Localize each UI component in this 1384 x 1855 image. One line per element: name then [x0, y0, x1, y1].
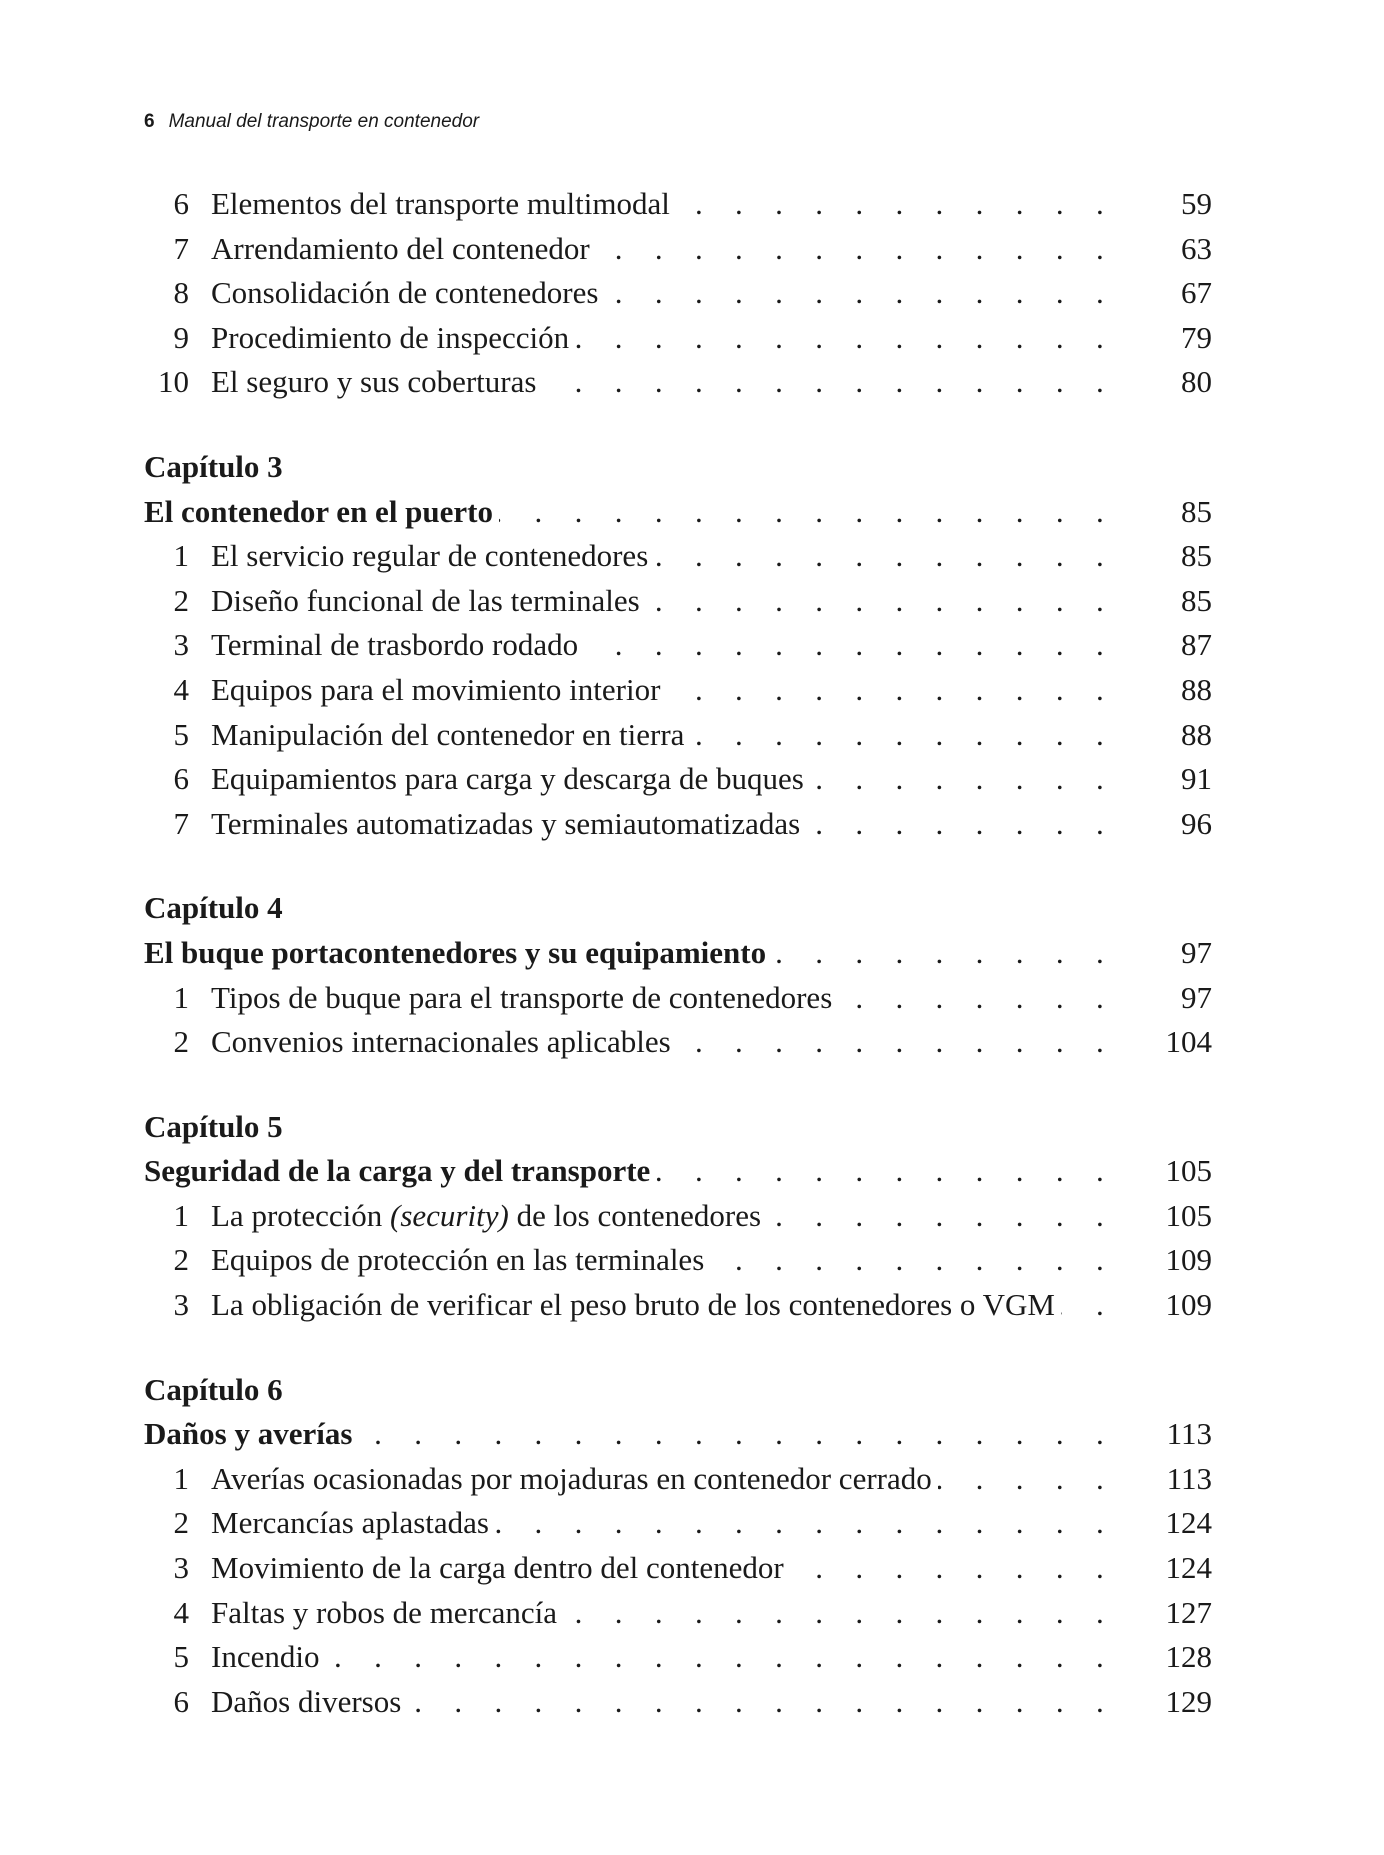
- entry-number: 5: [173, 1639, 189, 1675]
- entry-number: 4: [173, 1594, 189, 1630]
- italic-term: (security): [390, 1197, 509, 1233]
- toc-entry[interactable]: [144, 1238, 1212, 1283]
- entry-title: La protección (security) de los contenedores: [211, 1197, 762, 1233]
- toc-entry[interactable]: [144, 1283, 1212, 1328]
- toc-entry[interactable]: [144, 713, 1212, 758]
- running-head: [144, 108, 479, 136]
- entry-number: 2: [173, 1242, 189, 1278]
- entry-number: 10: [158, 364, 189, 400]
- toc-entry[interactable]: [144, 579, 1212, 624]
- entry-page: 129: [1165, 1683, 1212, 1719]
- dot-leader: [806, 802, 1116, 847]
- dot-leader: [710, 1238, 1116, 1283]
- dot-leader: [690, 713, 1116, 758]
- dot-leader: [542, 360, 1116, 405]
- entry-title: Mercancías aplastadas: [211, 1505, 490, 1541]
- dot-leader: [767, 1194, 1116, 1239]
- entry-page: 109: [1165, 1287, 1212, 1323]
- chapter-label: Capítulo 6: [144, 1371, 283, 1407]
- entry-number: 1: [173, 1460, 189, 1496]
- entry-number: 7: [173, 230, 189, 266]
- chapter-heading[interactable]: [144, 1412, 1212, 1457]
- toc-entry[interactable]: [144, 182, 1212, 227]
- chapter-block: [144, 886, 1212, 1064]
- entry-number: 2: [173, 1505, 189, 1541]
- entry-page: 113: [1166, 1416, 1212, 1452]
- chapter-label: Capítulo 5: [144, 1108, 283, 1144]
- entry-page: 105: [1165, 1153, 1212, 1189]
- entry-page: 85: [1181, 582, 1212, 618]
- entry-title: El servicio regular de contenedores: [211, 538, 649, 574]
- entry-title: Diseño funcional de las terminales: [211, 582, 640, 618]
- dot-leader: [407, 1680, 1116, 1725]
- chapter-title: El contenedor en el puerto: [144, 493, 494, 529]
- entry-page: 128: [1165, 1639, 1212, 1675]
- toc-entry[interactable]: [144, 1635, 1212, 1680]
- entry-number: 8: [173, 275, 189, 311]
- dot-leader: [810, 757, 1116, 802]
- entry-number: 4: [173, 671, 189, 707]
- chapter-heading[interactable]: [144, 1149, 1212, 1194]
- entry-page: 105: [1165, 1197, 1212, 1233]
- entry-page: 88: [1181, 671, 1212, 707]
- dot-leader: [772, 931, 1116, 976]
- entry-number: 1: [173, 979, 189, 1015]
- dot-leader: [584, 623, 1116, 668]
- toc-entry[interactable]: [144, 227, 1212, 272]
- toc-entry[interactable]: [144, 802, 1212, 847]
- chapter-heading[interactable]: [144, 490, 1212, 535]
- toc-entry[interactable]: [144, 757, 1212, 802]
- entry-title: Consolidación de contenedores: [211, 275, 599, 311]
- dot-leader: [563, 1591, 1116, 1636]
- toc-entry[interactable]: [144, 360, 1212, 405]
- chapter-block: [144, 1105, 1212, 1328]
- dot-leader: [677, 1020, 1116, 1065]
- dot-leader: [325, 1635, 1116, 1680]
- entry-title: Elementos del transporte multimodal: [211, 186, 670, 221]
- entry-title: Equipamientos para carga y descarga de buques: [211, 761, 804, 797]
- entry-number: 7: [173, 805, 189, 841]
- entry-page: 79: [1181, 319, 1212, 355]
- entry-page: 85: [1181, 493, 1212, 529]
- chapter-label: Capítulo 4: [144, 890, 283, 926]
- book-title: Manual del transporte en contenedor: [168, 111, 480, 132]
- entry-title: La obligación de verificar el peso bruto de los contenedores o VGM: [211, 1287, 1055, 1323]
- dot-leader: [596, 227, 1116, 272]
- chapter-heading[interactable]: [144, 931, 1212, 976]
- entry-title: Arrendamiento del contenedor: [211, 230, 590, 266]
- entry-number: 2: [173, 1024, 189, 1060]
- dot-leader: [1061, 1283, 1116, 1328]
- entry-number: 1: [173, 538, 189, 574]
- entry-page: 87: [1181, 627, 1212, 663]
- toc-entry[interactable]: [144, 1501, 1212, 1546]
- entry-page: 104: [1165, 1024, 1212, 1060]
- entry-title: Convenios internacionales aplicables: [211, 1024, 671, 1060]
- dot-leader: [838, 976, 1116, 1021]
- entry-number: 2: [173, 582, 189, 618]
- entry-page: 97: [1181, 934, 1212, 970]
- toc-entry[interactable]: [144, 1680, 1212, 1725]
- toc-entry[interactable]: [144, 1194, 1212, 1239]
- toc-entry[interactable]: [144, 976, 1212, 1021]
- dot-leader: [646, 579, 1116, 624]
- entry-title: Incendio: [211, 1639, 320, 1675]
- entry-page: 80: [1181, 364, 1212, 400]
- chapter-block: [144, 1368, 1212, 1725]
- entry-number: 3: [173, 1287, 189, 1323]
- dot-leader: [666, 668, 1116, 713]
- toc-entry[interactable]: [144, 271, 1212, 316]
- entry-number: 5: [173, 716, 189, 752]
- toc-entry[interactable]: [144, 534, 1212, 579]
- entry-page: 127: [1165, 1594, 1212, 1630]
- entry-page: 88: [1181, 716, 1212, 752]
- entry-title: Terminales automatizadas y semiautomatizadas: [211, 805, 801, 841]
- toc-entry[interactable]: [144, 623, 1212, 668]
- entry-title: Procedimiento de inspección: [211, 319, 570, 355]
- dot-leader: [575, 316, 1116, 361]
- entry-title: Terminal de trasbordo rodado: [211, 627, 579, 663]
- entry-number: 1: [173, 1197, 189, 1233]
- chapter-title: El buque portacontenedores y su equipamiento: [144, 934, 767, 970]
- entry-page: 63: [1181, 230, 1212, 266]
- dot-leader: [604, 271, 1116, 316]
- dot-leader: [495, 1501, 1116, 1546]
- dot-leader: [676, 182, 1116, 227]
- entry-page: 67: [1181, 275, 1212, 311]
- dot-leader: [358, 1412, 1116, 1457]
- entry-number: 6: [173, 186, 189, 221]
- entry-title: Averías ocasionadas por mojaduras en contenedor cerrado: [211, 1460, 932, 1496]
- entry-title: Tipos de buque para el transporte de contenedores: [211, 979, 833, 1015]
- page-number: 6: [144, 111, 155, 132]
- chapter-block: [144, 445, 1212, 846]
- entry-page: 109: [1165, 1242, 1212, 1278]
- dot-leader: [790, 1546, 1116, 1591]
- toc-entry[interactable]: [144, 316, 1212, 361]
- entry-number: 6: [173, 1683, 189, 1719]
- dot-leader: [499, 490, 1116, 535]
- entry-title: Equipos para el movimiento interior: [211, 671, 661, 707]
- entry-title: Equipos de protección en las terminales: [211, 1242, 705, 1278]
- table-of-contents: [144, 182, 1212, 1724]
- entry-page: 124: [1165, 1505, 1212, 1541]
- entry-page: 85: [1181, 538, 1212, 574]
- entry-title: Faltas y robos de mercancía: [211, 1594, 558, 1630]
- toc-entry[interactable]: [144, 668, 1212, 713]
- chapter-title: Daños y averías: [144, 1416, 353, 1452]
- chapter-title: Seguridad de la carga y del transporte: [144, 1153, 651, 1189]
- toc-entry[interactable]: [144, 1546, 1212, 1591]
- entry-page: 97: [1181, 979, 1212, 1015]
- entry-page: 124: [1165, 1550, 1212, 1586]
- entry-number: 9: [173, 319, 189, 355]
- entry-page: 59: [1181, 186, 1212, 221]
- toc-entry[interactable]: [144, 1020, 1212, 1065]
- dot-leader: [654, 534, 1116, 579]
- entry-title: Daños diversos: [211, 1683, 402, 1719]
- dot-leader: [656, 1149, 1116, 1194]
- entry-title: Movimiento de la carga dentro del contenedor: [211, 1550, 784, 1586]
- entry-page: 96: [1181, 805, 1212, 841]
- entry-title: El seguro y sus coberturas: [211, 364, 537, 400]
- toc-entry[interactable]: [144, 1457, 1212, 1502]
- toc-entry[interactable]: [144, 1591, 1212, 1636]
- entry-title: Manipulación del contenedor en tierra: [211, 716, 685, 752]
- dot-leader: [938, 1457, 1116, 1502]
- entry-number: 3: [173, 627, 189, 663]
- chapter-label: Capítulo 3: [144, 448, 283, 484]
- entry-page: 113: [1166, 1460, 1212, 1496]
- entry-number: 6: [173, 761, 189, 797]
- entry-page: 91: [1181, 761, 1212, 797]
- entry-number: 3: [173, 1550, 189, 1586]
